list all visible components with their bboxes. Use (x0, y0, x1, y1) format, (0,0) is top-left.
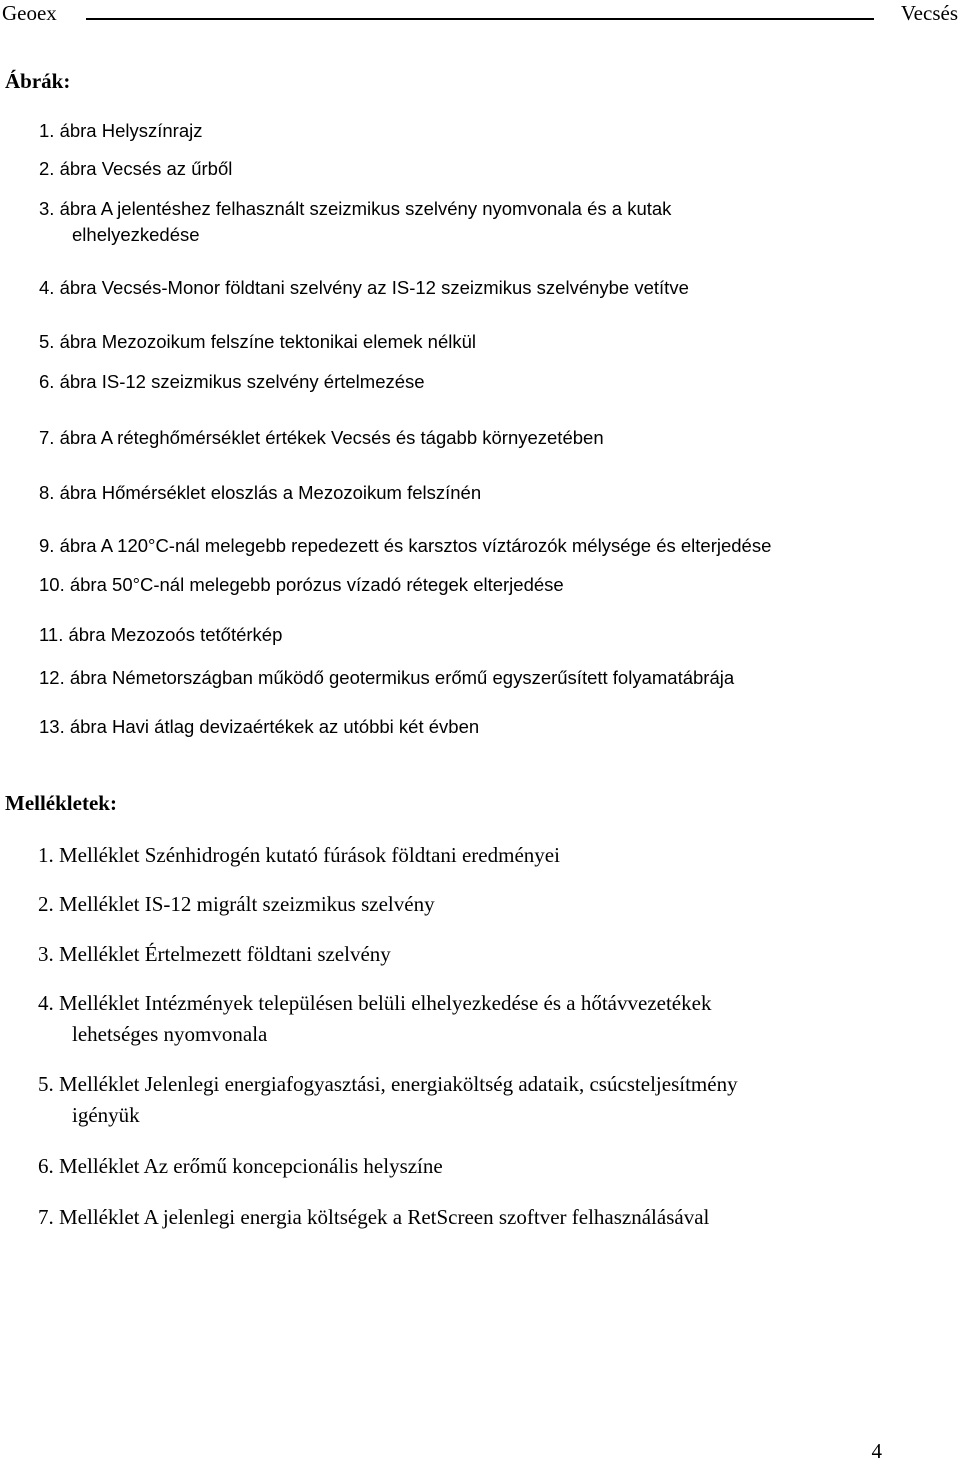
appendix-item-4-line2: lehetséges nyomvonala (72, 1022, 268, 1046)
figure-item-6: 6. ábra IS-12 szeizmikus szelvény értelmezése (39, 371, 425, 392)
appendix-item-7: 7. Melléklet A jelenlegi energia költségek a RetScreen szoftver felhasználásával (38, 1205, 710, 1229)
appendix-item-5-line2: igényük (72, 1103, 140, 1127)
appendix-item-5-line1: 5. Melléklet Jelenlegi energiafogyasztási, energiaköltség adataik, csúcsteljesítmény (38, 1072, 738, 1096)
appendices-heading: Mellékletek: (5, 791, 117, 815)
figure-item-3-line1: 3. ábra A jelentéshez felhasznált szeizmikus szelvény nyomvonala és a kutak (39, 198, 672, 219)
appendix-item-4-line1: 4. Melléklet Intézmények településen belüli elhelyezkedése és a hőtávvezetékek (38, 991, 712, 1015)
figure-item-1: 1. ábra Helyszínrajz (39, 120, 203, 141)
figure-item-10: 10. ábra 50°C-nál melegebb porózus vízadó rétegek elterjedése (39, 574, 564, 595)
header-right-text: Vecsés (900, 1, 958, 25)
appendix-item-6: 6. Melléklet Az erőmű koncepcionális helyszíne (38, 1154, 443, 1178)
appendix-item-5 (38, 1069, 738, 1131)
appendix-item-4 (38, 988, 711, 1050)
figure-item-3-line2: elhelyezkedése (72, 224, 200, 245)
figure-item-3 (39, 196, 671, 248)
figure-item-4: 4. ábra Vecsés-Monor földtani szelvény az IS-12 szeizmikus szelvénybe vetítve (39, 277, 689, 298)
figure-item-13: 13. ábra Havi átlag devizaértékek az utóbbi két évben (39, 716, 480, 737)
figure-item-12: 12. ábra Németországban működő geotermikus erőmű egyszerűsített folyamatábrája (39, 667, 735, 688)
appendix-item-2: 2. Melléklet IS-12 migrált szeizmikus szelvény (38, 892, 435, 916)
header-rule (86, 18, 874, 20)
header-left-text: Geoex (2, 1, 57, 25)
figure-item-9: 9. ábra A 120°C-nál melegebb repedezett és karsztos víztározók mélysége és elterjedése (39, 535, 772, 556)
figure-item-7: 7. ábra A réteghőmérséklet értékek Vecsés és tágabb környezetében (39, 427, 604, 448)
figure-item-5: 5. ábra Mezozoikum felszíne tektonikai elemek nélkül (39, 331, 477, 352)
appendix-item-1: 1. Melléklet Szénhidrogén kutató fúrások földtani eredményei (38, 843, 560, 867)
figure-item-2: 2. ábra Vecsés az űrből (39, 158, 233, 179)
figure-item-11: 11. ábra Mezozoós tetőtérkép (39, 624, 283, 645)
appendix-item-3: 3. Melléklet Értelmezett földtani szelvény (38, 942, 391, 966)
figures-heading: Ábrák: (5, 69, 71, 93)
page-number: 4 (871, 1439, 882, 1463)
figure-item-8: 8. ábra Hőmérséklet eloszlás a Mezozoikum felszínén (39, 482, 482, 503)
